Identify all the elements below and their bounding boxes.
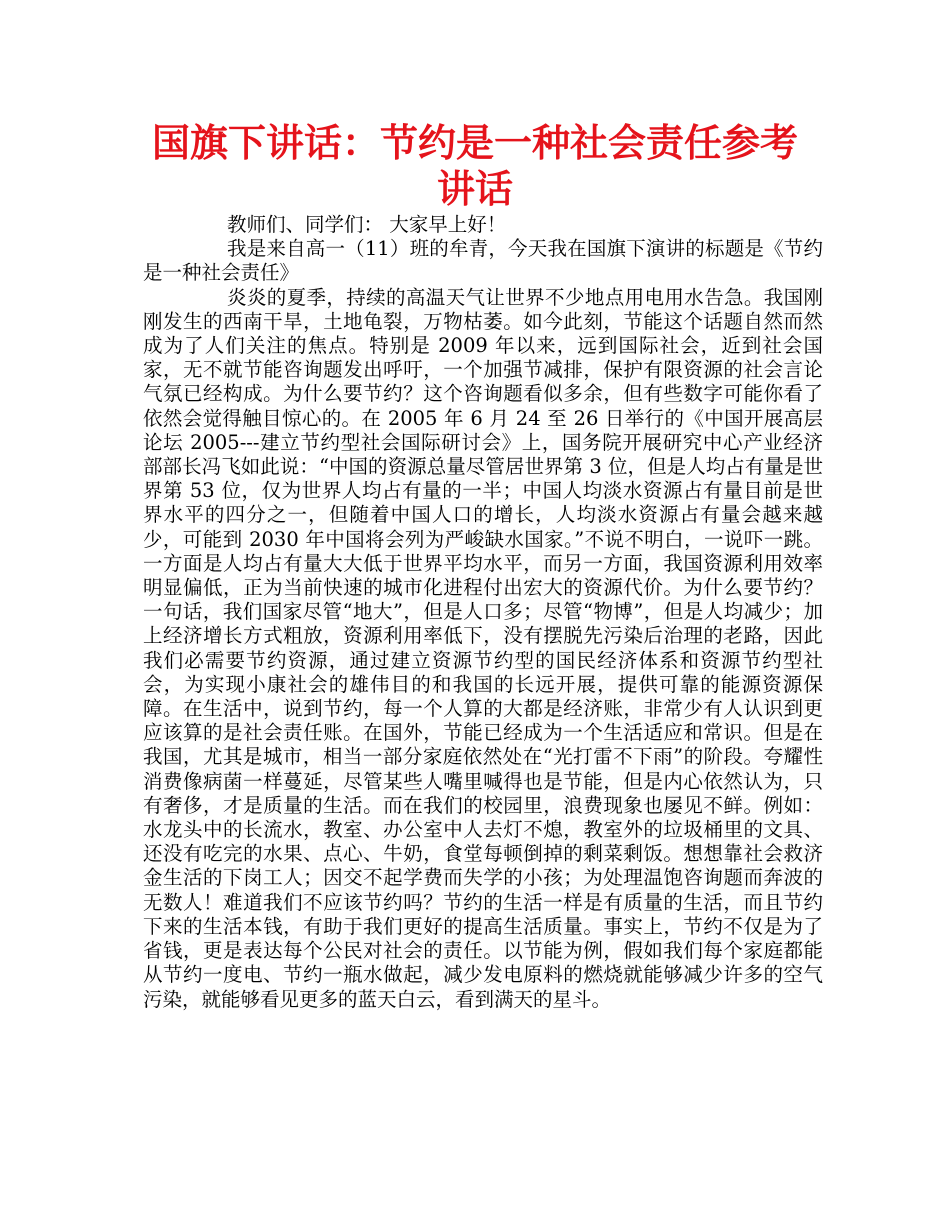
main-paragraph: 炎炎的夏季，持续的高温天气让世界不少地点用电用水告急。我国刚刚发生的西南干旱，土地龟裂，万物枯萎。如今此刻，节能这个话题自然而然成为了人们关注的焦点。特别是 2009 年以来，远到国际社会，近到社会国家，无不就节能咨询题发出呼吁，一个加强节减排，保护有限资源的社会言论气氛已经构成。为什么要节约？这个咨询题看似多余，但有些数字可能你看了依然会觉得触目惊心的。在 2005 年 6 月 24 至 26 日举行的《中国开展高层论坛 2005---建立节约型社会国际研讨会》上，国务院开展研究中心产业经济部部长冯飞如此说：“中国的资源总量尽管居世界第 3 位，但是人均占有量是世界第 53 位，仅为世界人均占有量的一半；中国人均淡水资源占有量目前是世界水平的四分之一，但随着中国人口的增长，人均淡水资源占有量会越来越少，可能到 2030 年中国将会列为严峻缺水国家。”不说不明白，一说吓一跳。一方面是人均占有量大大低于世界平均水平，而另一方面，我国资源利用效率明显偏低，正为当前快速的城市化进程付出宏大的资源代价。为什么要节约？一句话，我们国家尽管“地大”，但是人口多；尽管“物博”，但是人均减少；加上经济增长方式粗放，资源利用率低下，没有摆脱先污染后治理的老路，因此我们必需要节约资源，通过建立资源节约型的国民经济体系和资源节约型社会，为实现小康社会的雄伟目的和我国的长远开展，提供可靠的能源资源保障。在生活中，说到节约，每一个人算的大都是经济账，非常少有人认识到更应该算的是社会责任账。在国外，节能已经成为一个生活适应和常识。但是在我国，尤其是城市，相当一部分家庭依然处在“光打雷不下雨”的阶段。夸耀性消费像病菌一样蔓延，尽管某些人嘴里喊得也是节能，但是内心依然认为，只有奢侈，才是质量的生活。而在我们的校园里，浪费现象也屡见不鲜。例如：水龙头中的长流水，教室、办公室中人去灯不熄，教室外的垃圾桶里的文具、还没有吃完的水果、点心、牛奶，食堂每顿倒掉的剩菜剩饭。想想靠社会救济金生活的下岗工人；因交不起学费而失学的小孩；为处理温饱咨询题而奔波的无数人！难道我们不应该节约吗？节约的生活一样是有质量的生活，而且节约下来的生活本钱，有助于我们更好的提高生活质量。事实上，节约不仅是为了省钱，更是表达每个公民对社会的责任。以节能为例，假如我们每个家庭都能从节约一度电、节约一瓶水做起，减少发电原料的燃烧就能够减少许多的空气污染，就能够看见更多的蓝天白云，看到满天的星斗。 [143,285,823,1011]
intro-paragraph: 我是来自高一（11）班的牟青，今天我在国旗下演讲的标题是《节约是一种社会责任》 [143,237,823,285]
document-body [143,213,823,1012]
greeting-paragraph: 教师们、同学们： 大家早上好！ [227,213,507,236]
document-title: 国旗下讲话：节约是一种社会责任参考讲话 [151,121,798,211]
